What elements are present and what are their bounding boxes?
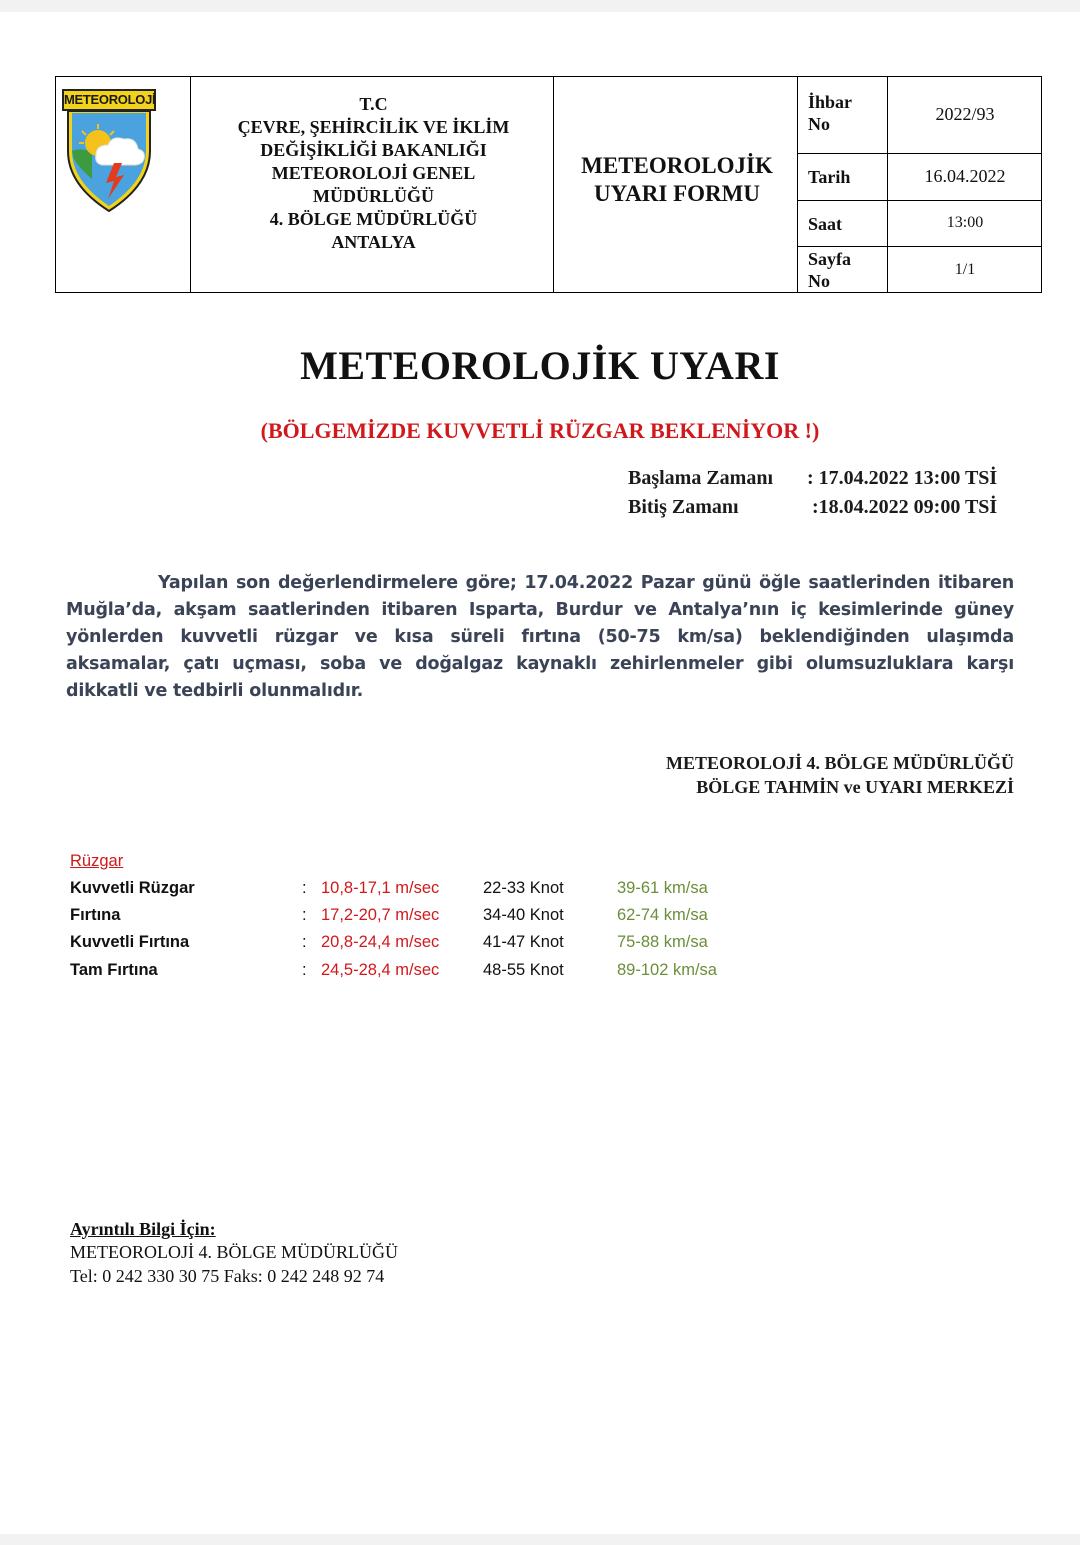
meteoroloji-logo <box>62 89 156 213</box>
wind-ms: 10,8-17,1 m/sec <box>321 879 440 897</box>
wind-knot: 41-47 Knot <box>483 933 564 951</box>
org-line: 4. BÖLGE MÜDÜRLÜĞÜ <box>269 209 478 229</box>
wind-ms: 17,2-20,7 m/sec <box>321 906 440 924</box>
sayfa-no-value: 1/1 <box>954 261 976 278</box>
contact-organization: METEOROLOJİ 4. BÖLGE MÜDÜRLÜĞÜ <box>70 1242 398 1262</box>
page-title: METEOROLOJİK UYARI <box>300 343 780 388</box>
org-line: DEĞİŞİKLİĞİ BAKANLIĞI <box>260 140 487 160</box>
ihbar-no-label: İhbar No <box>808 92 853 134</box>
wind-knot: 34-40 Knot <box>483 906 564 924</box>
warning-body-text: Yapılan son değerlendirmelere göre; 17.04.2022 Pazar günü öğle saatlerinden itibaren Muğla’da, akşam saatlerinden itibaren Isparta, Burdur ve Antalya’nın iç kesimlerinde güney yönlerden kuvvetli rüzgar ve kısa süreli fırtına (50-75 km/sa) beklendiğinden ulaşımda aksamalar, çatı uçması, soba ve doğalgaz kaynaklı zehirlenmeler gibi olumsuzluklara karşı dikkatli ve tedbirli olunmalıdır. <box>66 573 1014 701</box>
end-time-value: :18.04.2022 09:00 TSİ <box>812 496 998 518</box>
signature-line-1: METEOROLOJİ 4. BÖLGE MÜDÜRLÜĞÜ <box>665 753 1014 773</box>
wind-scale-heading: Rüzgar <box>70 852 124 870</box>
wind-category: Fırtına <box>70 906 121 924</box>
form-title-line: METEOROLOJİK <box>581 152 773 178</box>
warning-subtitle: (BÖLGEMİZDE KUVVETLİ RÜZGAR BEKLENİYOR !) <box>260 418 820 443</box>
wind-category: Kuvvetli Fırtına <box>70 933 190 951</box>
start-time-label: Başlama Zamanı <box>628 467 774 489</box>
wind-scale-row: Fırtına : 17,2-20,7 m/sec 34-40 Knot 62-74 km/sa <box>70 906 708 924</box>
wind-knot: 22-33 Knot <box>483 879 564 897</box>
contact-heading: Ayrıntılı Bilgi İçin: <box>70 1219 216 1239</box>
wind-knot: 48-55 Knot <box>483 961 564 979</box>
wind-ms: 20,8-24,4 m/sec <box>321 933 440 951</box>
form-title <box>555 77 799 292</box>
wind-kmh: 39-61 km/sa <box>617 879 708 897</box>
tarih-value: 16.04.2022 <box>924 166 1006 186</box>
org-line: ÇEVRE, ŞEHİRCİLİK VE İKLİM <box>237 117 510 137</box>
wind-kmh: 89-102 km/sa <box>617 961 717 979</box>
org-line: ANTALYA <box>331 232 416 252</box>
org-line: MÜDÜRLÜĞÜ <box>313 186 434 206</box>
org-line: T.C <box>359 94 388 114</box>
signature-line-2: BÖLGE TAHMİN ve UYARI MERKEZİ <box>696 777 1014 797</box>
logo-text: METEOROLOJİ <box>62 89 156 111</box>
ihbar-no-value: 2022/93 <box>935 104 995 124</box>
wind-kmh: 62-74 km/sa <box>617 906 708 924</box>
org-line: METEOROLOJİ GENEL <box>271 163 476 183</box>
contact-phone-fax: Tel: 0 242 330 30 75 Faks: 0 242 248 92 74 <box>70 1266 385 1286</box>
header-table <box>55 76 1042 293</box>
sayfa-no-label: Sayfa No <box>808 249 852 291</box>
wind-ms: 24,5-28,4 m/sec <box>321 961 440 979</box>
organization-block <box>192 77 555 292</box>
logo-cell <box>56 77 192 292</box>
wind-scale-row: Kuvvetli Fırtına : 20,8-24,4 m/sec 41-47 Knot 75-88 km/sa <box>70 933 708 951</box>
wind-scale-row: Kuvvetli Rüzgar : 10,8-17,1 m/sec 22-33 Knot 39-61 km/sa <box>70 879 708 897</box>
logo-shield-icon <box>62 89 156 213</box>
saat-label: Saat <box>808 214 843 234</box>
end-time-label: Bitiş Zamanı <box>628 496 739 518</box>
wind-scale-row: Tam Fırtına : 24,5-28,4 m/sec 48-55 Knot 89-102 km/sa <box>70 961 717 979</box>
wind-category: Kuvvetli Rüzgar <box>70 879 195 897</box>
wind-kmh: 75-88 km/sa <box>617 933 708 951</box>
form-title-line: UYARI FORMU <box>594 180 760 206</box>
start-time-value: : 17.04.2022 13:00 TSİ <box>807 467 998 489</box>
tarih-label: Tarih <box>808 167 851 187</box>
wind-category: Tam Fırtına <box>70 961 158 979</box>
saat-value: 13:00 <box>946 214 984 231</box>
document-page <box>0 12 1080 1534</box>
